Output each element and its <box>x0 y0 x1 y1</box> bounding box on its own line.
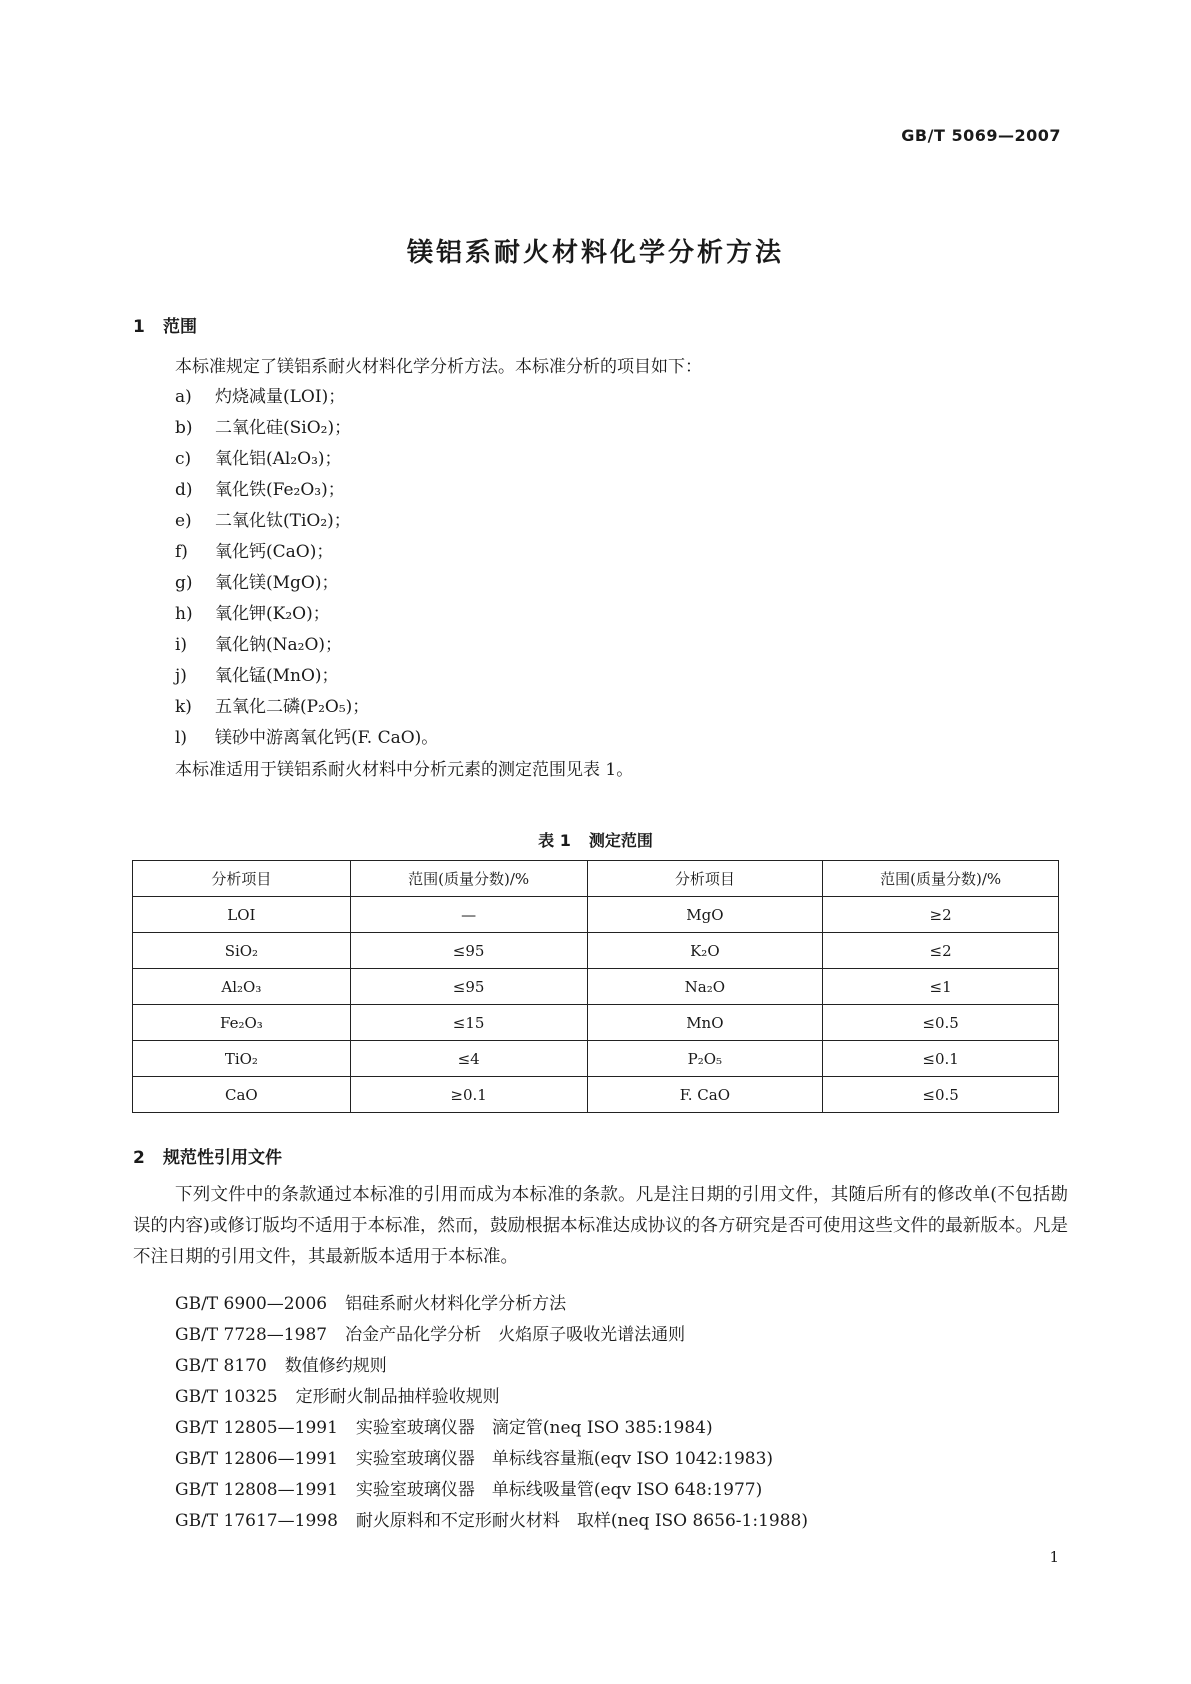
table-cell: ≤15 <box>350 1005 587 1041</box>
list-item: d) 氧化铁(Fe₂O₃)； <box>175 480 345 500</box>
section-number: 2 <box>133 1148 145 1168</box>
reference-item: GB/T 17617—1998 耐火原料和不定形耐火材料 取样(neq ISO 8656-1:1988) <box>175 1511 808 1531</box>
table-cell: F. CaO <box>587 1077 823 1113</box>
reference-item: GB/T 6900—2006 铝硅系耐火材料化学分析方法 <box>175 1294 567 1314</box>
section-2-heading <box>133 1143 282 1168</box>
column-header: 范围(质量分数)/% <box>350 861 587 897</box>
reference-item: GB/T 7728—1987 冶金产品化学分析 火焰原子吸收光谱法通则 <box>175 1325 686 1345</box>
table-row <box>133 1077 1059 1113</box>
section-title: 规范性引用文件 <box>163 1148 282 1168</box>
table-header-row <box>133 861 1059 897</box>
table-cell: ≤95 <box>350 969 587 1005</box>
table-cell: K₂O <box>587 933 823 969</box>
list-item: g) 氧化镁(MgO)； <box>175 573 339 593</box>
list-item: j) 氧化锰(MnO)； <box>175 666 339 686</box>
list-item: a) 灼烧减量(LOI)； <box>175 387 346 407</box>
reference-item: GB/T 12805—1991 实验室玻璃仪器 滴定管(neq ISO 385:1984) <box>175 1418 713 1438</box>
page-number: 1 <box>1049 1548 1059 1566</box>
table-cell: ≤95 <box>350 933 587 969</box>
scope-note: 本标准适用于镁铝系耐火材料中分析元素的测定范围见表 1。 <box>175 760 634 780</box>
list-item: l) 镁砂中游离氧化钙(F. CaO)。 <box>175 728 439 748</box>
table-cell: CaO <box>133 1077 351 1113</box>
normative-references-paragraph: 下列文件中的条款通过本标准的引用而成为本标准的条款。凡是注日期的引用文件，其随后所有的修改单(不包括勘误的内容)或修订版均不适用于本标准，然而，鼓励根据本标准达成协议的各方研究是否可使用这些文件的最新版本。凡是不注日期的引用文件，其最新版本适用于本标准。 <box>133 1185 1068 1267</box>
table-cell: ≥2 <box>823 897 1059 933</box>
table-cell: Na₂O <box>587 969 823 1005</box>
document-title: 镁铝系耐火材料化学分析方法 <box>406 238 784 268</box>
table-cell: ≤0.5 <box>823 1005 1059 1041</box>
table-cell: ≤1 <box>823 969 1059 1005</box>
table-number: 表 1 <box>538 831 571 850</box>
table-cell: P₂O₅ <box>587 1041 823 1077</box>
scope-intro: 本标准规定了镁铝系耐火材料化学分析方法。本标准分析的项目如下： <box>175 357 702 377</box>
list-item: c) 氧化铝(Al₂O₃)； <box>175 449 342 469</box>
reference-item: GB/T 10325 定形耐火制品抽样验收规则 <box>175 1387 500 1407</box>
table-row <box>133 1005 1059 1041</box>
list-item: b) 二氧化硅(SiO₂)； <box>175 418 352 438</box>
section-number: 1 <box>133 317 145 337</box>
section-1-heading <box>133 312 197 337</box>
reference-item: GB/T 12806—1991 实验室玻璃仪器 单标线容量瓶(eqv ISO 1042:1983) <box>175 1449 774 1469</box>
list-item: k) 五氧化二磷(P₂O₅)； <box>175 697 370 717</box>
table-cell: ≤2 <box>823 933 1059 969</box>
list-item: h) 氧化钾(K₂O)； <box>175 604 330 624</box>
standard-code: GB/T 5069—2007 <box>901 126 1061 145</box>
column-header: 范围(质量分数)/% <box>823 861 1059 897</box>
reference-item: GB/T 12808—1991 实验室玻璃仪器 单标线吸量管(eqv ISO 648:1977) <box>175 1480 763 1500</box>
table-cell: LOI <box>133 897 351 933</box>
table-cell: TiO₂ <box>133 1041 351 1077</box>
table-row <box>133 897 1059 933</box>
table-row <box>133 933 1059 969</box>
column-header: 分析项目 <box>587 861 823 897</box>
table-cell: Fe₂O₃ <box>133 1005 351 1041</box>
table-cell: MgO <box>587 897 823 933</box>
table-cell: MnO <box>587 1005 823 1041</box>
measurement-range-table <box>132 860 1059 1113</box>
table-cell: ≤4 <box>350 1041 587 1077</box>
table-caption <box>0 828 1191 851</box>
table-cell: SiO₂ <box>133 933 351 969</box>
list-item: f) 氧化钙(CaO)； <box>175 542 334 562</box>
table-title: 测定范围 <box>588 831 653 850</box>
table-cell: — <box>350 897 587 933</box>
list-item: e) 二氧化钛(TiO₂)； <box>175 511 351 531</box>
table-row <box>133 969 1059 1005</box>
table-cell: Al₂O₃ <box>133 969 351 1005</box>
column-header: 分析项目 <box>133 861 351 897</box>
reference-item: GB/T 8170 数值修约规则 <box>175 1356 387 1376</box>
table-cell: ≥0.1 <box>350 1077 587 1113</box>
table-cell: ≤0.1 <box>823 1041 1059 1077</box>
table-row <box>133 1041 1059 1077</box>
list-item: i) 氧化钠(Na₂O)； <box>175 635 343 655</box>
table-cell: ≤0.5 <box>823 1077 1059 1113</box>
section-title: 范围 <box>163 317 197 337</box>
